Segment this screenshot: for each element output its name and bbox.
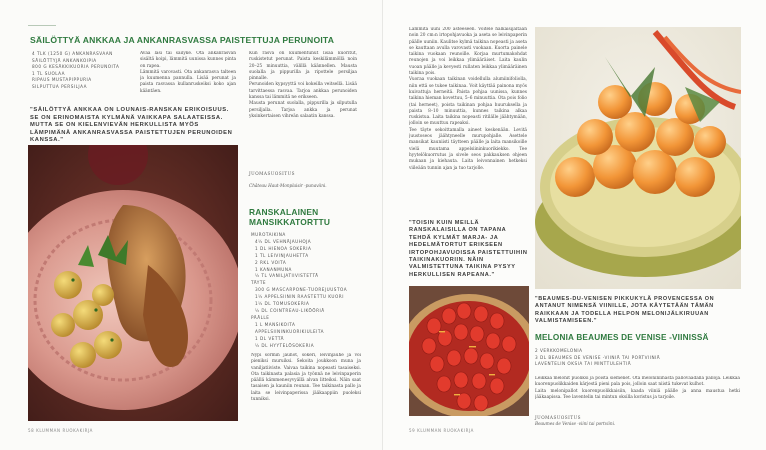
duck-drink-recommendation [249,165,359,195]
tart-method-text: Lämmitä uuni 200 asteeseen. Voitele halkaisijaltaan noin 20 cm:n irtopohjavuoka ja aseta se leivinpaperin päälle uuniin. Kaulitse kylmä taikina nopeasti ja aseta se kauttaan avulla varovasti vuokaan. Kuorta painele taikina vuokaan reunoille. Korjaa murtumakohdat reunojen ja voi leikkaa ylimääräiset. Laita kaulin vuoan päälle ja kevyesti rullaten leikkaa ylimääräinen taikina pois. Vuoraa vuokaan taikinan voidellulla alumiinifoliolla, niin että se tukee taikinaa. Voit käyttää painona myös kuivattuja herneitä. Paista pohjaa uunissa, kunnes taikina hieman kovettuu, 5–6 minuuttia. Ota pois folio (tai herneet), poista taikinan pohjaa huuruksella ja paista 8–10 minuuttia, kunnes taikina alkaa ruskistua. Laita taikina nopeasti ritilälle jäähtymään, jolloin se muuttuu rapeaksi. Tee täyte sekoittamalla aineet keskenään. Levitä juustoseos jäähtyneelle murupohjalle. Asettele mansikat kauniisti täytteen päälle ja laita mansikoille vielä muutama appelsiininkuorikiekko. Tee hyytelökuorrutus ja sivele seos pakkauksen ohjeen mukaan ja kiehauta. Laita leivonnainen hetkeksi viileään tunnin ajan ja tuo tarjolle. [409,27,527,171]
duck-body-col2: Avaa lasi tai säilyke. Ota ankanrasvan sisältä koipi, lämmitä uunissa kunnes pinta on rapea. Lämmitä varovasti. Ota ankanrasva talteen ja kuumenna pannulla. Lisää perunat ja paista rasvassa kullanruskeiksi koko ajan kääntäen. [140,51,236,94]
melon-recipe-title: MELONIA BEAUMES DE VENISE -VIINISSÄ [535,333,709,342]
tart-recipe-title: RANSKALAINEN MANSIKKATORTTU [249,207,331,227]
tart-ingredients: MUROTAIKINA 4½ DL VEHNÄJAUHOJA 1 DL HIENOA SOKERIA 1 TL LEIVINJAUHETTA 2 RKL VOITA 1 KANANMUNA ½ TL VANILJATIIVISTETTÄ TÄYTE 300 G MASCARPONE-TUOREJUUSTOA 1½ APPELSIININ RAASTETTU KUORI 1½ DL TOMUSOKERIA ½ DL COINTREAU-LIKÖÖRIÄ PÄÄLLE 1 L MANSIKOITA APPELSIININKUORIKIULEITA 1 DL VETTÄ ½ DL HYYTELÖSOKERIA [251,232,348,348]
melon-ingredients: 2 VERKKOMELONIA 3 DL BEAUMES DE VENISE -VIINIÄ TAI PORTVIINIÄ LAVENTELIN OKSIA TAI MINTTULEHTIÄ [535,348,661,367]
tart-pull-quote: "TOISIN KUIN MEILLÄ RANSKALAISILLA ON TAPANA TEHDÄ KYLMÄT MARJA- JA HEDELMÄTORTUT ERIKSEEN IRTOPOHJAVUOISSA PAISTETTUIHIN TAIKINAKUORIIN. NÄIN VALMISTETTUNA TAIKINA PYSYY HERKULLISEN RAPEANA." [409,220,528,278]
right-page [383,0,766,450]
melon-pull-quote: "BEAUMES-DU-VENISEN PIKKUKYLÄ PROVENCESSA ON ANTANUT NIMENSÄ VIINILLE, JOTA KÄYTETÄÄN TÄMÄN RAIKKAAN JA TODELLA HELPON MELONIJÄLKIRUUAN VALMISTAMISEEN." [535,296,715,324]
duck-photo [28,145,238,421]
melon-photo [535,27,741,289]
drink-label: JUOMASUOSITUS [249,171,295,176]
duck-recipe-title: SÄILÖTTYÄ ANKKAA JA ANKANRASVASSA PAISTETTUJA PERUNOITA [30,35,335,45]
page-folio-left: 58 KLUMMAN RUOKAKIRJA [28,428,94,433]
drink-text: Château Haut-Monplaisir -punaviini. [249,183,327,188]
drink-label: JUOMASUOSITUS [535,415,581,420]
tart-photo [409,286,529,416]
duck-pull-quote: "SÄILÖTTYÄ ANKKAA ON LOUNAIS-RANSKAN ERIKOISUUS. SE ON ERINOMAISTA KYLMÄNÄ VAIKKAPA SALAATEISSA. MUTTA SE ON KIELENVIEVÄN HERKULLISTA MYÖS LÄMPIMÄNÄ ANKANRASVASSA PAISTETTUJEN PERUNOIDEN KANSSA." [30,107,233,144]
top-rule [28,25,56,26]
duck-ingredients: 4 TLK (1250 G) ANKANRASVAAN SÄILÖTTYJÄ ANKANKOIPIA 800 G KESÄKKIKUORIA PERUNOITA 1 TL SUOLAA RIPAUS MUSTAPIPPURIA SILPUTTUA PERSILJAA [32,51,120,89]
duck-body-col3: Kun rasva on kuumentunut lisää kuoritut, ruskistetut perunat. Paista keskilämmöllä noin 20–25 minuuttia, välillä käännellen. Mausta suolalla ja pippurilla ja ripottele persiljaa pinnalle. Perunoiden kypsyyttä voi kokeilla veitsellä. Lisää tarvittaessa rasvaa. Tarjoa ankkaa perunoiden kanssa tai lämmitä ne erikseen. Mausta perunat suolalla, pippurilla ja silputulla persiljalla. Tarjoa ankka ja perunat yksinkertaisen vihreän salaatin kanssa. [249,51,357,119]
melon-body-text: Leikkaa melonit puoliksi ja poista siemenet. Ota meloninlihasta pallovaadalla palloja. Leikkaa kuorenpuolikkaiden kärjestä pieni pala pois, jolloin saat niistä tukevat kulhot. Laita melonipallot kuorenpuolikkaisiin, kaada viiniä päälle ja anna maustua hetki jääkaapissa. Tee laventelin tai mintun oksilla koristus ja tarjoile. [535,376,740,400]
page-folio-right: 59 KLUMMAN RUOKAKIRJA [409,428,475,433]
drink-text: Beaumes de Venise -viini tai portviini. [535,421,616,426]
tart-body-text: Nypi sormin jauhot, sokeri, leivinjauhe ja voi pieniksi muruiksi. Sekoita joukkoon muna ja vaniljatiiviste. Vaivaa taikina nopeasti tasaiseksi. Ota taikinasta palasia ja työnnä ne leivinpaperin päällä kämmenesyvyällä alvan litteiksi. Näin saat tasaisen ja kauniin reunan. Tee taikinasta pallo ja laita se leivinpaperissa jääkaappiin puoleksi tunniksi. [251,353,361,403]
melon-drink-recommendation [535,409,740,427]
